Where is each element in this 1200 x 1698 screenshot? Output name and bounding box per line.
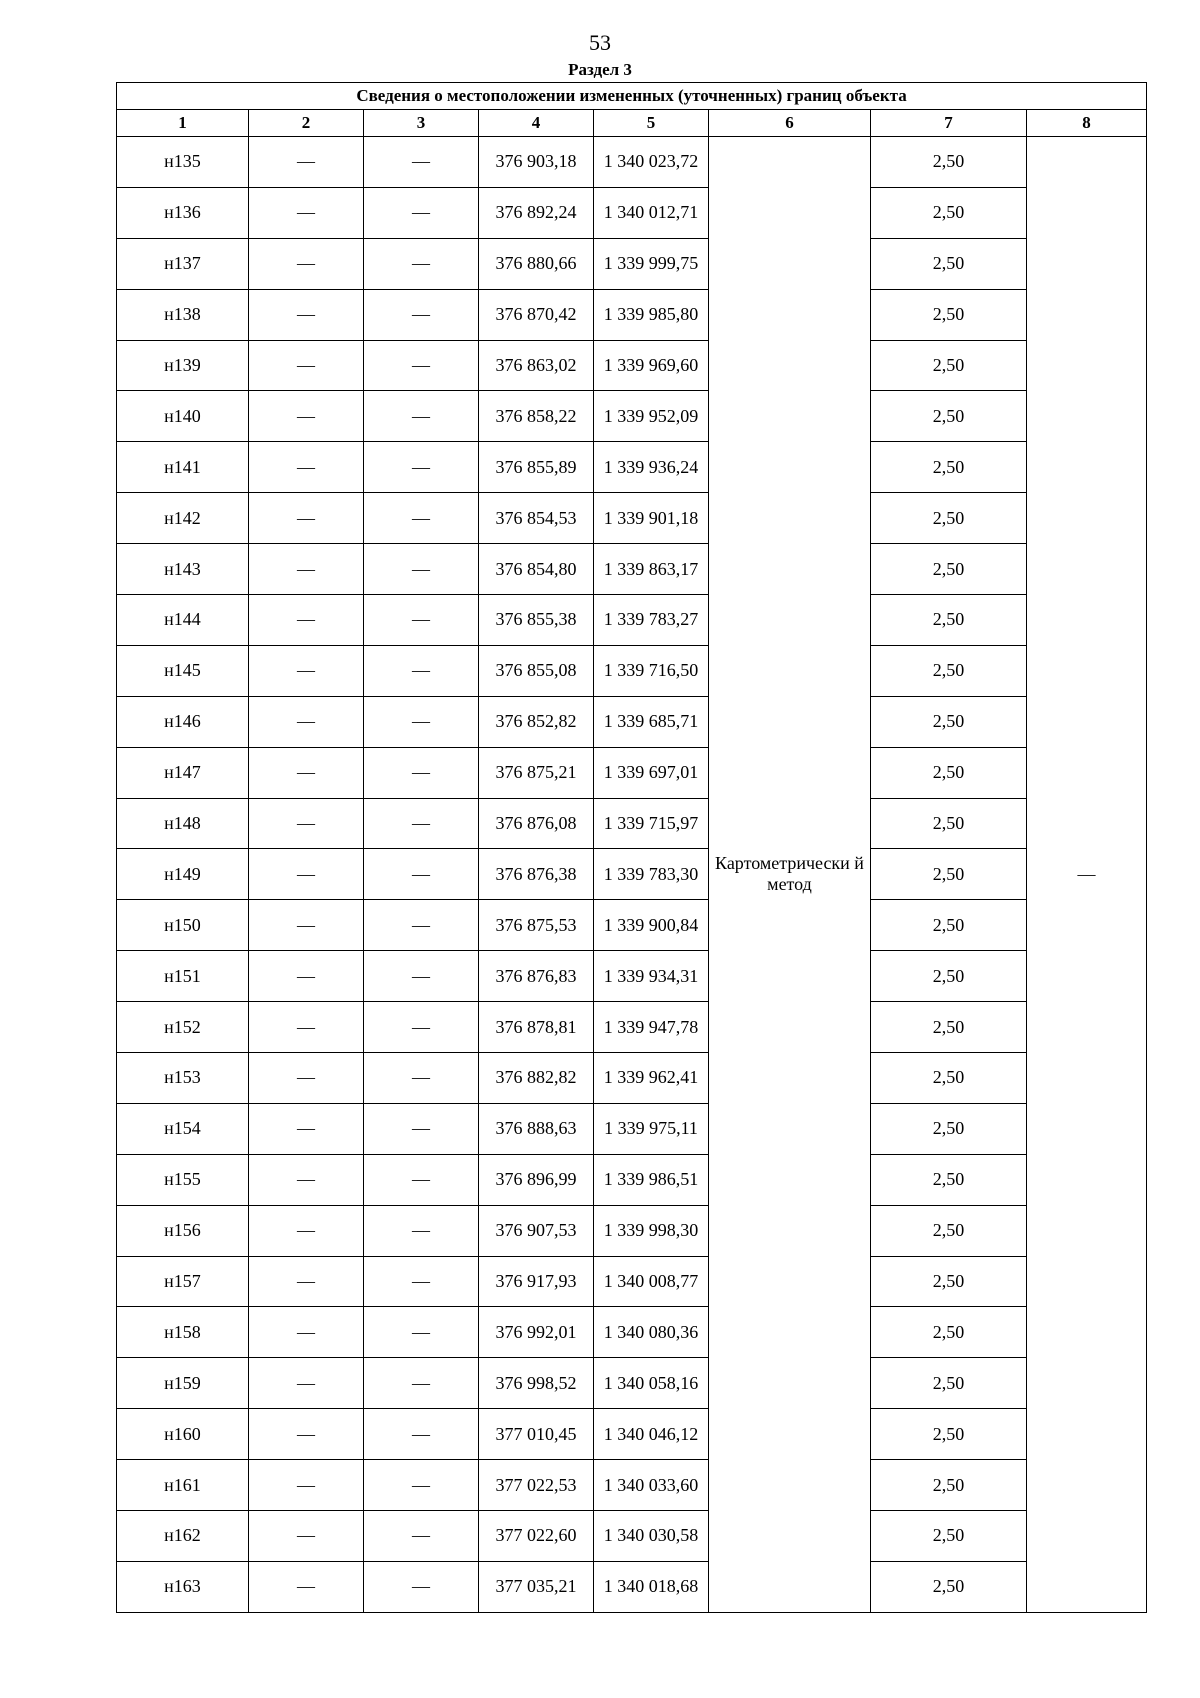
point-name-cell: н141 [117,442,249,493]
table-row [117,187,1147,238]
y-coordinate-cell: 1 340 058,16 [594,1358,709,1409]
y-coordinate-cell: 1 339 716,50 [594,645,709,696]
point-name-cell: н162 [117,1511,249,1562]
table-body [117,137,1147,1613]
section-title: Раздел 3 [568,60,632,79]
table-row [117,951,1147,1002]
column-number: 8 [1027,110,1147,137]
accuracy-cell: 2,50 [871,951,1027,1002]
y-coordinate-cell: 1 340 018,68 [594,1561,709,1612]
col3-cell: — [364,1409,479,1460]
col2-cell: — [249,238,364,289]
y-coordinate-cell: 1 339 715,97 [594,798,709,849]
y-coordinate-cell: 1 340 008,77 [594,1256,709,1307]
col2-cell: — [249,340,364,391]
x-coordinate-cell: 376 880,66 [479,238,594,289]
x-coordinate-cell: 376 892,24 [479,187,594,238]
col3-cell: — [364,544,479,595]
col8-cell: — [1027,137,1147,1613]
point-name-cell: н142 [117,493,249,544]
accuracy-cell: 2,50 [871,1053,1027,1104]
y-coordinate-cell: 1 339 783,27 [594,595,709,646]
x-coordinate-cell: 376 854,53 [479,493,594,544]
accuracy-cell: 2,50 [871,1307,1027,1358]
table-row [117,1409,1147,1460]
accuracy-cell: 2,50 [871,1256,1027,1307]
table-row [117,493,1147,544]
x-coordinate-cell: 376 896,99 [479,1154,594,1205]
y-coordinate-cell: 1 340 012,71 [594,187,709,238]
col3-cell: — [364,696,479,747]
accuracy-cell: 2,50 [871,900,1027,951]
col3-cell: — [364,289,479,340]
col3-cell: — [364,645,479,696]
accuracy-cell: 2,50 [871,238,1027,289]
point-name-cell: н161 [117,1460,249,1511]
point-name-cell: н140 [117,391,249,442]
col2-cell: — [249,289,364,340]
y-coordinate-cell: 1 340 023,72 [594,137,709,188]
col3-cell: — [364,391,479,442]
col2-cell: — [249,493,364,544]
point-name-cell: н151 [117,951,249,1002]
accuracy-cell: 2,50 [871,340,1027,391]
accuracy-cell: 2,50 [871,1154,1027,1205]
y-coordinate-cell: 1 339 985,80 [594,289,709,340]
col2-cell: — [249,696,364,747]
table-row [117,544,1147,595]
x-coordinate-cell: 376 907,53 [479,1205,594,1256]
y-coordinate-cell: 1 340 033,60 [594,1460,709,1511]
col3-cell: — [364,1561,479,1612]
col3-cell: — [364,1205,479,1256]
accuracy-cell: 2,50 [871,289,1027,340]
col2-cell: — [249,1409,364,1460]
x-coordinate-cell: 377 022,53 [479,1460,594,1511]
col2-cell: — [249,1154,364,1205]
accuracy-cell: 2,50 [871,1358,1027,1409]
point-name-cell: н148 [117,798,249,849]
y-coordinate-cell: 1 339 863,17 [594,544,709,595]
accuracy-cell: 2,50 [871,187,1027,238]
col2-cell: — [249,1358,364,1409]
y-coordinate-cell: 1 339 969,60 [594,340,709,391]
table-row [117,1561,1147,1612]
table-row [117,442,1147,493]
col3-cell: — [364,1154,479,1205]
col2-cell: — [249,1053,364,1104]
x-coordinate-cell: 376 903,18 [479,137,594,188]
col3-cell: — [364,849,479,900]
accuracy-cell: 2,50 [871,493,1027,544]
col2-cell: — [249,391,364,442]
col3-cell: — [364,1307,479,1358]
y-coordinate-cell: 1 340 046,12 [594,1409,709,1460]
accuracy-cell: 2,50 [871,1103,1027,1154]
col2-cell: — [249,1256,364,1307]
point-name-cell: н149 [117,849,249,900]
col3-cell: — [364,187,479,238]
table-caption: Сведения о местоположении измененных (уточненных) границ объекта [117,83,1147,110]
column-number: 1 [117,110,249,137]
table-row [117,391,1147,442]
x-coordinate-cell: 376 998,52 [479,1358,594,1409]
y-coordinate-cell: 1 339 998,30 [594,1205,709,1256]
col2-cell: — [249,1511,364,1562]
col2-cell: — [249,1561,364,1612]
col3-cell: — [364,238,479,289]
table-row [117,1358,1147,1409]
table-row [117,798,1147,849]
accuracy-cell: 2,50 [871,1205,1027,1256]
column-number: 3 [364,110,479,137]
table-row [117,137,1147,188]
table-row [117,1256,1147,1307]
point-name-cell: н155 [117,1154,249,1205]
col2-cell: — [249,137,364,188]
y-coordinate-cell: 1 339 947,78 [594,1002,709,1053]
table-row [117,900,1147,951]
col3-cell: — [364,1256,479,1307]
col2-cell: — [249,1002,364,1053]
x-coordinate-cell: 376 888,63 [479,1103,594,1154]
accuracy-cell: 2,50 [871,1002,1027,1053]
table-row [117,1460,1147,1511]
point-name-cell: н144 [117,595,249,646]
accuracy-cell: 2,50 [871,1460,1027,1511]
table-row [117,595,1147,646]
point-name-cell: н160 [117,1409,249,1460]
accuracy-cell: 2,50 [871,645,1027,696]
column-number: 7 [871,110,1027,137]
x-coordinate-cell: 376 876,83 [479,951,594,1002]
col3-cell: — [364,1511,479,1562]
accuracy-cell: 2,50 [871,798,1027,849]
y-coordinate-cell: 1 339 952,09 [594,391,709,442]
x-coordinate-cell: 376 917,93 [479,1256,594,1307]
x-coordinate-cell: 376 875,21 [479,747,594,798]
table-row [117,1154,1147,1205]
col3-cell: — [364,1103,479,1154]
col2-cell: — [249,798,364,849]
point-name-cell: н147 [117,747,249,798]
accuracy-cell: 2,50 [871,1511,1027,1562]
x-coordinate-cell: 376 855,08 [479,645,594,696]
point-name-cell: н137 [117,238,249,289]
col2-cell: — [249,544,364,595]
point-name-cell: н158 [117,1307,249,1358]
accuracy-cell: 2,50 [871,595,1027,646]
x-coordinate-cell: 377 010,45 [479,1409,594,1460]
y-coordinate-cell: 1 339 783,30 [594,849,709,900]
x-coordinate-cell: 376 878,81 [479,1002,594,1053]
table-row [117,849,1147,900]
col2-cell: — [249,1103,364,1154]
point-name-cell: н154 [117,1103,249,1154]
y-coordinate-cell: 1 339 685,71 [594,696,709,747]
col3-cell: — [364,442,479,493]
x-coordinate-cell: 376 858,22 [479,391,594,442]
x-coordinate-cell: 376 854,80 [479,544,594,595]
col2-cell: — [249,1460,364,1511]
col2-cell: — [249,747,364,798]
point-name-cell: н138 [117,289,249,340]
x-coordinate-cell: 376 876,38 [479,849,594,900]
column-number-row [117,110,1147,137]
accuracy-cell: 2,50 [871,544,1027,595]
y-coordinate-cell: 1 340 030,58 [594,1511,709,1562]
column-number: 6 [709,110,871,137]
table-row [117,696,1147,747]
boundary-coordinates-table [116,82,1147,1613]
y-coordinate-cell: 1 339 901,18 [594,493,709,544]
point-name-cell: н136 [117,187,249,238]
y-coordinate-cell: 1 339 962,41 [594,1053,709,1104]
page-number: 53 [589,30,611,55]
col3-cell: — [364,1002,479,1053]
col2-cell: — [249,1205,364,1256]
point-name-cell: н157 [117,1256,249,1307]
accuracy-cell: 2,50 [871,391,1027,442]
col2-cell: — [249,849,364,900]
col2-cell: — [249,951,364,1002]
col3-cell: — [364,951,479,1002]
table-row [117,645,1147,696]
x-coordinate-cell: 376 882,82 [479,1053,594,1104]
point-name-cell: н156 [117,1205,249,1256]
x-coordinate-cell: 376 875,53 [479,900,594,951]
x-coordinate-cell: 377 022,60 [479,1511,594,1562]
x-coordinate-cell: 376 855,89 [479,442,594,493]
point-name-cell: н135 [117,137,249,188]
col3-cell: — [364,595,479,646]
table-row [117,1205,1147,1256]
point-name-cell: н145 [117,645,249,696]
table-row [117,1002,1147,1053]
col3-cell: — [364,1053,479,1104]
accuracy-cell: 2,50 [871,1561,1027,1612]
table-row [117,1307,1147,1358]
y-coordinate-cell: 1 339 999,75 [594,238,709,289]
point-name-cell: н150 [117,900,249,951]
x-coordinate-cell: 376 992,01 [479,1307,594,1358]
table-row [117,238,1147,289]
point-name-cell: н159 [117,1358,249,1409]
col2-cell: — [249,645,364,696]
accuracy-cell: 2,50 [871,747,1027,798]
x-coordinate-cell: 376 852,82 [479,696,594,747]
method-cell: Картометрически й метод [709,137,871,1613]
point-name-cell: н153 [117,1053,249,1104]
x-coordinate-cell: 376 876,08 [479,798,594,849]
col3-cell: — [364,1358,479,1409]
x-coordinate-cell: 376 855,38 [479,595,594,646]
accuracy-cell: 2,50 [871,696,1027,747]
y-coordinate-cell: 1 339 936,24 [594,442,709,493]
table-row [117,1053,1147,1104]
column-number: 4 [479,110,594,137]
col2-cell: — [249,900,364,951]
point-name-cell: н139 [117,340,249,391]
point-name-cell: н163 [117,1561,249,1612]
table-row [117,1511,1147,1562]
accuracy-cell: 2,50 [871,849,1027,900]
point-name-cell: н146 [117,696,249,747]
y-coordinate-cell: 1 339 986,51 [594,1154,709,1205]
col2-cell: — [249,442,364,493]
y-coordinate-cell: 1 340 080,36 [594,1307,709,1358]
col3-cell: — [364,493,479,544]
column-number: 2 [249,110,364,137]
col3-cell: — [364,137,479,188]
table-row [117,1103,1147,1154]
accuracy-cell: 2,50 [871,442,1027,493]
col3-cell: — [364,340,479,391]
col3-cell: — [364,1460,479,1511]
col3-cell: — [364,900,479,951]
col3-cell: — [364,798,479,849]
y-coordinate-cell: 1 339 934,31 [594,951,709,1002]
col2-cell: — [249,595,364,646]
col2-cell: — [249,1307,364,1358]
table-row [117,289,1147,340]
column-number: 5 [594,110,709,137]
table-row [117,747,1147,798]
x-coordinate-cell: 377 035,21 [479,1561,594,1612]
x-coordinate-cell: 376 870,42 [479,289,594,340]
point-name-cell: н143 [117,544,249,595]
accuracy-cell: 2,50 [871,1409,1027,1460]
col2-cell: — [249,187,364,238]
accuracy-cell: 2,50 [871,137,1027,188]
x-coordinate-cell: 376 863,02 [479,340,594,391]
y-coordinate-cell: 1 339 697,01 [594,747,709,798]
y-coordinate-cell: 1 339 900,84 [594,900,709,951]
y-coordinate-cell: 1 339 975,11 [594,1103,709,1154]
col3-cell: — [364,747,479,798]
point-name-cell: н152 [117,1002,249,1053]
table-row [117,340,1147,391]
